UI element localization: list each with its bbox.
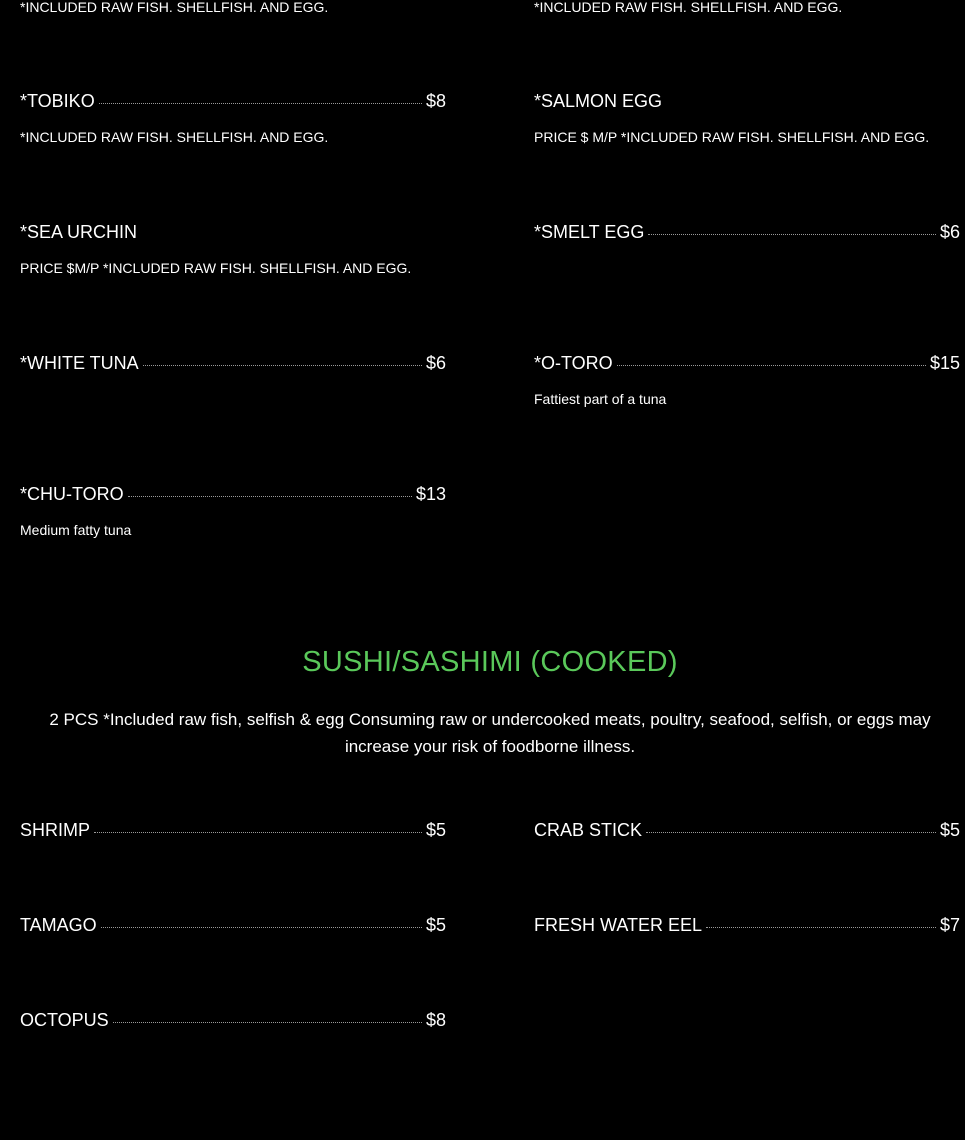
item-name: CRAB STICK — [534, 820, 643, 840]
item-name: OCTOPUS — [20, 1010, 109, 1030]
dotted-leader — [99, 103, 422, 104]
menu-item-sea-urchin — [20, 221, 446, 277]
item-price: $13 — [415, 484, 446, 504]
item-name: *SMELT EGG — [534, 222, 645, 242]
item-name: *O-TORO — [534, 353, 613, 373]
item-name: *SALMON EGG — [534, 91, 663, 111]
item-description: Fattiest part of a tuna — [534, 391, 667, 407]
item-description: *INCLUDED RAW FISH. SHELLFISH. AND EGG. — [534, 0, 843, 15]
menu-item-shrimp — [20, 819, 446, 841]
menu-item-tobiko — [20, 90, 446, 146]
menu-item-crab-stick — [534, 819, 960, 841]
item-description: *INCLUDED RAW FISH. SHELLFISH. AND EGG. — [20, 129, 329, 145]
item-price: $7 — [939, 915, 960, 935]
menu-item-o-toro — [534, 352, 960, 408]
menu-item-chu-toro — [20, 483, 446, 539]
dotted-leader — [101, 927, 422, 928]
item-price: $8 — [425, 91, 446, 111]
section-note: 2 PCS *Included raw fish, selfish & egg Consuming raw or undercooked meats, poultry, seafood, selfish, or eggs may increase your risk of foodborne illness. — [49, 710, 931, 756]
item-price: $6 — [939, 222, 960, 242]
item-price: $5 — [939, 820, 960, 840]
dotted-leader — [706, 927, 936, 928]
menu-item-smelt-egg — [534, 221, 960, 243]
menu-item-octopus — [20, 1009, 446, 1031]
item-name: *TOBIKO — [20, 91, 95, 111]
dotted-leader — [94, 832, 422, 833]
dotted-leader — [128, 496, 412, 497]
item-name: TAMAGO — [20, 915, 97, 935]
item-price: $6 — [425, 353, 446, 373]
item-description: PRICE $ M/P *INCLUDED RAW FISH. SHELLFISH. AND EGG. — [534, 129, 930, 145]
dotted-leader — [113, 1022, 422, 1023]
menu-item-previous-right — [534, 0, 960, 16]
menu-item-salmon-egg — [534, 90, 960, 146]
menu-item-fresh-water-eel — [534, 914, 960, 936]
item-name: FRESH WATER EEL — [534, 915, 703, 935]
menu-item-previous-left — [20, 0, 446, 16]
item-price: $8 — [425, 1010, 446, 1030]
menu-item-tamago — [20, 914, 446, 936]
item-price: $15 — [929, 353, 960, 373]
dotted-leader — [617, 365, 926, 366]
dotted-leader — [143, 365, 422, 366]
item-name: *CHU-TORO — [20, 484, 124, 504]
dotted-leader — [646, 832, 936, 833]
menu-item-white-tuna — [20, 352, 446, 374]
item-name: SHRIMP — [20, 820, 91, 840]
item-name: *WHITE TUNA — [20, 353, 139, 373]
item-description: PRICE $M/P *INCLUDED RAW FISH. SHELLFISH. AND EGG. — [20, 260, 412, 276]
section-title: SUSHI/SASHIMI (COOKED) — [302, 646, 678, 678]
item-name: *SEA URCHIN — [20, 222, 138, 242]
item-description: Medium fatty tuna — [20, 522, 132, 538]
item-price: $5 — [425, 820, 446, 840]
item-description: *INCLUDED RAW FISH. SHELLFISH. AND EGG. — [20, 0, 329, 15]
dotted-leader — [648, 234, 936, 235]
item-price: $5 — [425, 915, 446, 935]
